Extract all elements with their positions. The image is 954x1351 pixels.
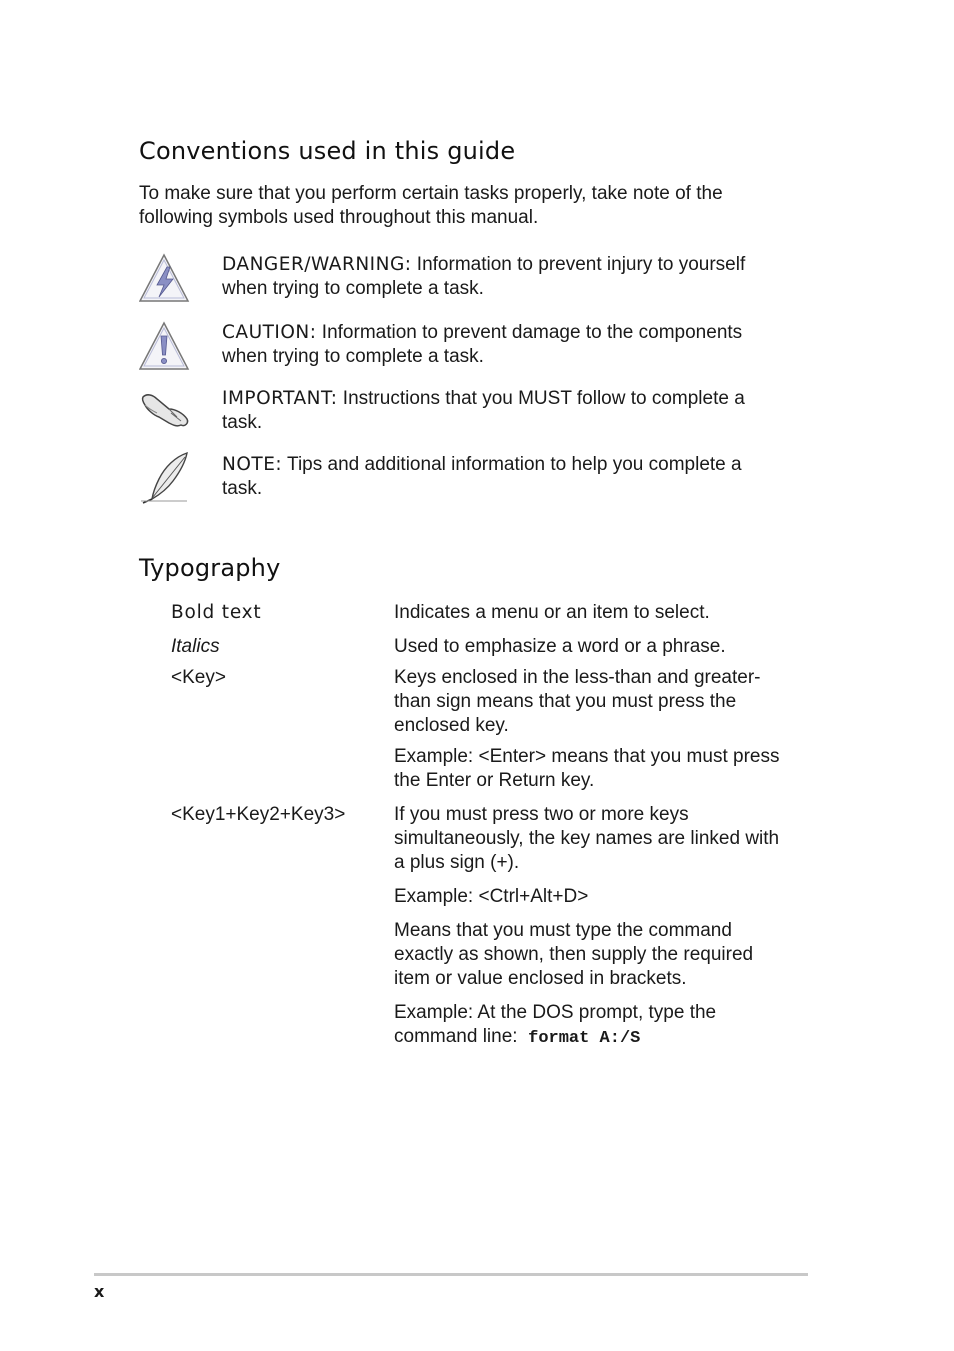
- typography-example-key-combo: [394, 885, 809, 909]
- desc-line: Used to emphasize a word or a phrase.: [394, 636, 726, 657]
- danger-warning-description: Information to prevent injury to yourself: [411, 254, 746, 275]
- intro-line-1: To make sure that you perform certain tasks properly, take note of the: [139, 183, 723, 204]
- example-line: command line:: [394, 1026, 518, 1047]
- conventions-heading: Conventions used in this guide: [139, 137, 516, 165]
- note-description: Tips and additional information to help you complete a: [282, 454, 742, 475]
- convention-important: [139, 387, 819, 439]
- typography-term-italics: Italics: [171, 636, 220, 657]
- danger-warning-label: DANGER/WARNING:: [222, 254, 412, 275]
- note-text: [222, 453, 802, 501]
- convention-note: [139, 451, 819, 507]
- caution-text: [222, 321, 802, 369]
- desc-line: simultaneously, the key names are linked with: [394, 828, 780, 849]
- important-description: Instructions that you MUST follow to complete a: [337, 388, 745, 409]
- caution-icon: [139, 321, 195, 377]
- typography-term-key: <Key>: [171, 667, 226, 688]
- convention-caution: [139, 321, 819, 373]
- desc-line: exactly as shown, then supply the required: [394, 944, 754, 965]
- desc-line: Means that you must type the command: [394, 920, 732, 941]
- conventions-intro: [139, 182, 819, 230]
- caution-description: Information to prevent damage to the components: [316, 322, 743, 343]
- desc-line: If you must press two or more keys: [394, 804, 689, 825]
- caution-label: CAUTION:: [222, 322, 317, 343]
- important-hand-icon: [139, 387, 195, 443]
- typography-desc-bold: [394, 601, 809, 625]
- desc-line: Indicates a menu or an item to select.: [394, 602, 710, 623]
- danger-warning-description-line2: when trying to complete a task.: [222, 278, 484, 299]
- typography-example-key: [394, 745, 809, 793]
- typography-heading: Typography: [139, 554, 281, 582]
- typography-term-key-combo: <Key1+Key2+Key3>: [171, 804, 346, 825]
- typography-example-command: [394, 1001, 809, 1051]
- command-code: format A:/S: [528, 1029, 641, 1048]
- caution-description-line2: when trying to complete a task.: [222, 346, 484, 367]
- example-line: Example: <Ctrl+Alt+D>: [394, 886, 589, 907]
- convention-danger-warning: [139, 253, 819, 305]
- important-text: [222, 387, 802, 435]
- page-number: x: [94, 1282, 105, 1301]
- example-line: Example: At the DOS prompt, type the: [394, 1002, 717, 1023]
- note-description-line2: task.: [222, 478, 263, 499]
- danger-warning-text: [222, 253, 802, 301]
- typography-desc-italics: [394, 635, 809, 659]
- desc-line: enclosed key.: [394, 715, 509, 736]
- danger-warning-icon: [139, 253, 195, 309]
- typography-desc-key-combo: [394, 803, 809, 875]
- desc-line: a plus sign (+).: [394, 852, 520, 873]
- footer-rule: [94, 1273, 808, 1276]
- typography-desc-command: [394, 919, 809, 991]
- example-line: the Enter or Return key.: [394, 770, 595, 791]
- typography-desc-key: [394, 666, 809, 738]
- typography-term-bold: Bold text: [171, 602, 262, 623]
- important-description-line2: task.: [222, 412, 263, 433]
- desc-line: Keys enclosed in the less-than and greater-: [394, 667, 761, 688]
- note-label: NOTE:: [222, 454, 283, 475]
- note-feather-icon: [139, 451, 195, 507]
- important-label: IMPORTANT:: [222, 388, 338, 409]
- desc-line: item or value enclosed in brackets.: [394, 968, 687, 989]
- example-line: Example: <Enter> means that you must press: [394, 746, 780, 767]
- intro-line-2: following symbols used throughout this manual.: [139, 207, 539, 228]
- desc-line: than sign means that you must press the: [394, 691, 737, 712]
